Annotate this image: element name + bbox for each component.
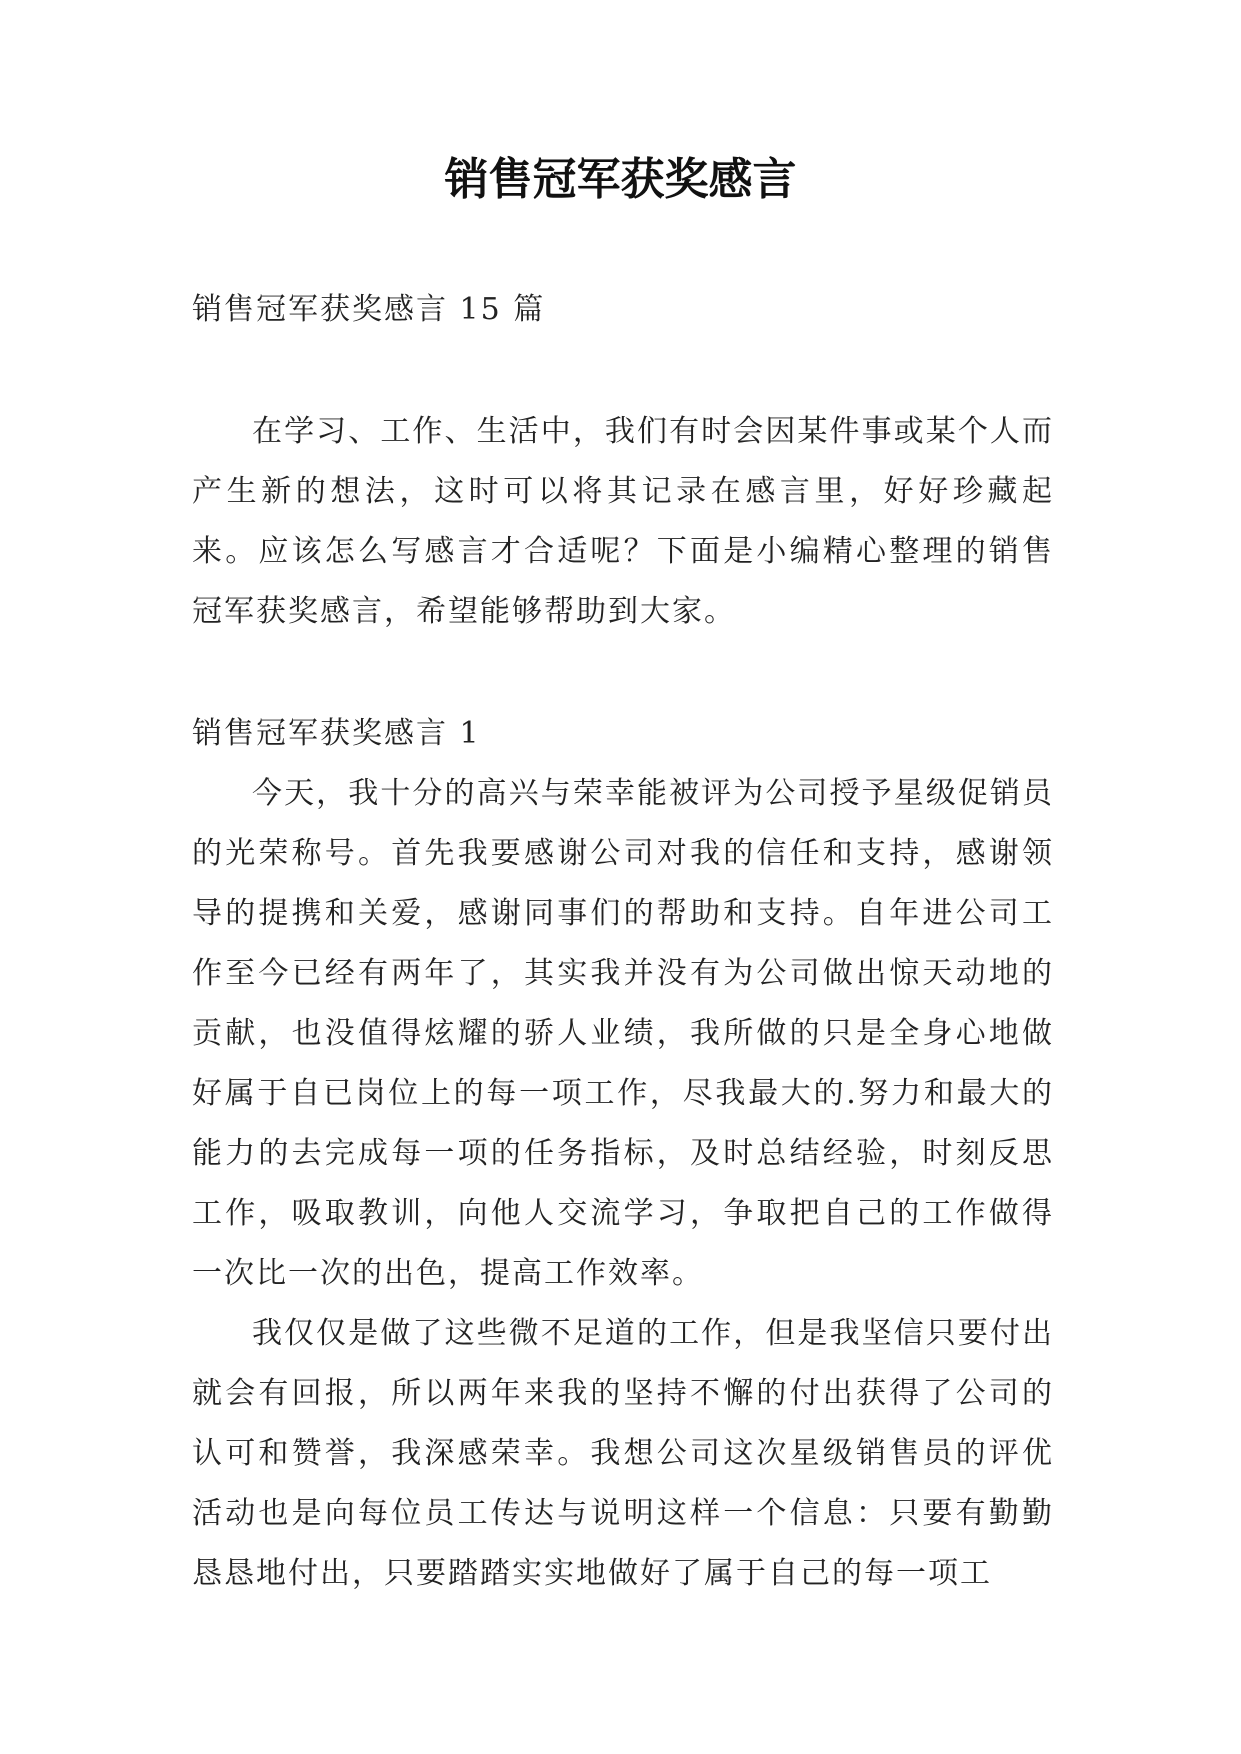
spacer: [192, 340, 1054, 402]
body-paragraph: 今天，我十分的高兴与荣幸能被评为公司授予星级促销员的光荣称号。首先我要感谢公司对我的信任和支持，感谢领导的提携和关爱，感谢同事们的帮助和支持。自年进公司工作至今已经有两年了，其实我并没有为公司做出惊天动地的贡献，也没值得炫耀的骄人业绩，我所做的只是全身心地做好属于自已岗位上的每一项工作，尽我最大的.努力和最大的能力的去完成每一项的任务指标，及时总结经验，时刻反思工作，吸取教训，向他人交流学习，争取把自己的工作做得一次比一次的出色，提高工作效率。: [192, 776, 1054, 1291]
document-title: 销售冠军获奖感言: [444, 154, 797, 205]
spacer: [192, 642, 1054, 704]
intro-paragraph: 在学习、工作、生活中，我们有时会因某件事或某个人而产生新的想法，这时可以将其记录在感言里，好好珍藏起来。应该怎么写感言才合适呢？下面是小编精心整理的销售冠军获奖感言，希望能够帮助到大家。: [192, 414, 1054, 629]
body-paragraph: 我仅仅是做了这些微不足道的工作，但是我坚信只要付出就会有回报，所以两年来我的坚持不懈的付出获得了公司的认可和赞誉，我深感荣幸。我想公司这次星级销售员的评优活动也是向每位员工传达与说明这样一个信息：只要有勤勤恳恳地付出，只要踏踏实实地做好了属于自己的每一项工: [192, 1316, 1054, 1591]
section-heading: 销售冠军获奖感言 1: [192, 716, 481, 751]
document-subtitle: 销售冠军获奖感言 15 篇: [192, 292, 546, 327]
document-body: [192, 280, 1054, 1604]
